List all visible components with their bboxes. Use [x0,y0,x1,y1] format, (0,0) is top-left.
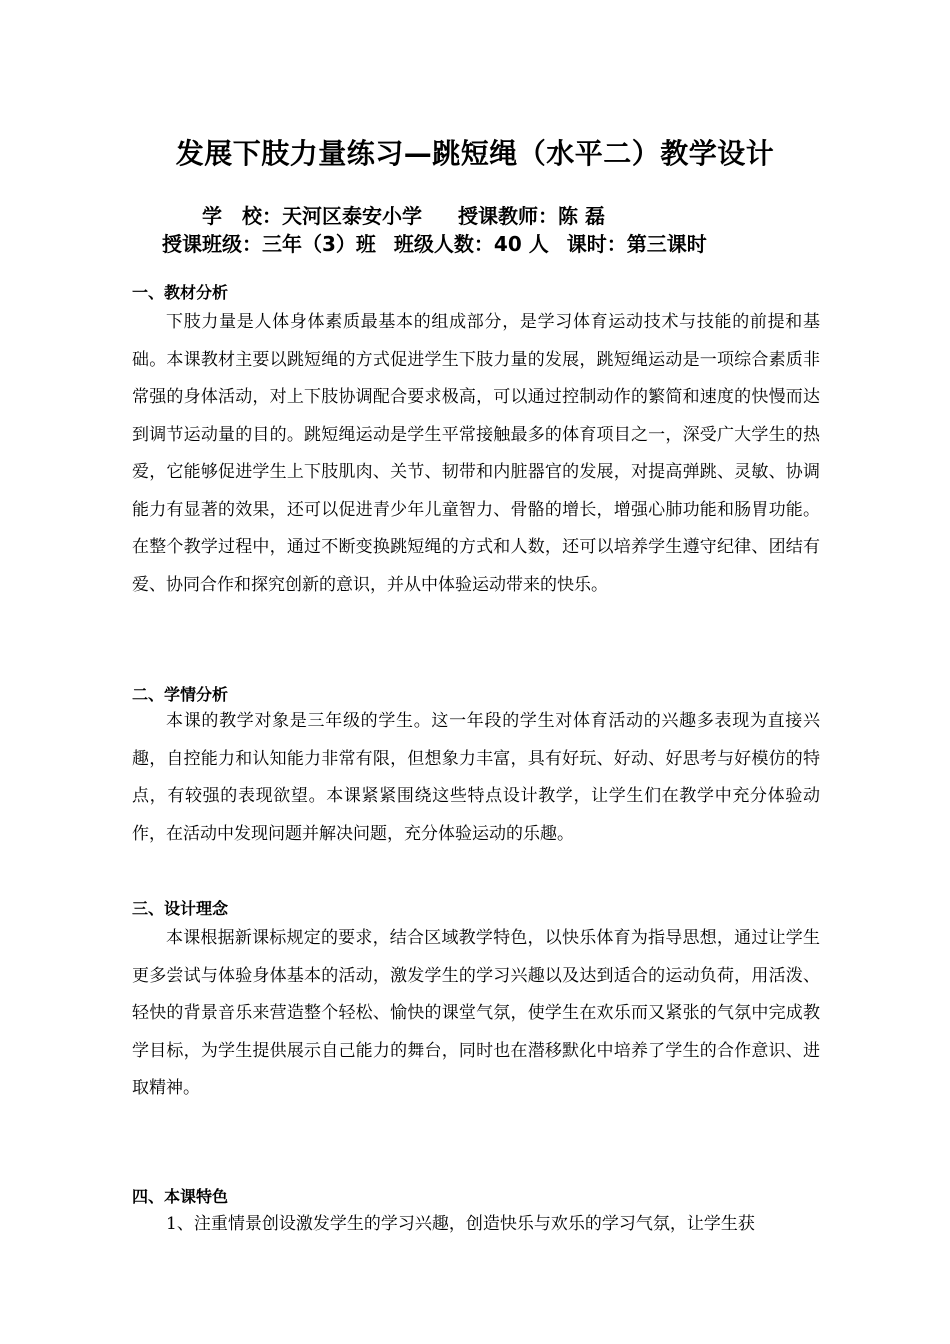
school-label: 学 校： [202,204,282,228]
section-paragraph-design-concept: 本课根据新课标规定的要求，结合区域教学特色，以快乐体育为指导思想，通过让学生更多尝试与体验身体基本的活动，激发学生的学习兴趣以及达到适合的运动负荷，用活泼、轻快的背景音乐来营造整个轻松、愉快的课堂气氛，使学生在欢乐而又紧张的气氛中完成教学目标，为学生提供展示自己能力的舞台，同时也在潜移默化中培养了学生的合作意识、进取精神。 [132,928,820,1098]
count-label: 班级人数： [393,232,494,256]
school-value: 天河区泰安小学 [282,204,422,228]
section-paragraph-lesson-features: 1、注重情景创设激发学生的学习兴趣，创造快乐与欢乐的学习气氛，让学生获 [166,1214,755,1234]
section-heading-design-concept: 三、设计理念 [132,899,229,918]
class-label: 授课班级： [162,232,262,256]
section-paragraph-textbook-analysis: 下肢力量是人体身体素质最基本的组成部分，是学习体育运动技术与技能的前提和基础。本课教材主要以跳短绳的方式促进学生下肢力量的发展，跳短绳运动是一项综合素质非常强的身体活动，对上下肢协调配合要求极高，可以通过控制动作的繁简和速度的快慢而达到调节运动量的目的。跳短绳运动是学生平常接触最多的体育项目之一，深受广大学生的热爱，它能够促进学生上下肢肌肉、关节、韧带和内脏器官的发展，对提高弹跳、灵敏、协调能力有显著的效果，还可以促进青少年儿童智力、骨骼的增长，增强心肺功能和肠胃功能。在整个教学过程中，通过不断变换跳短绳的方式和人数，还可以培养学生遵守纪律、团结有爱、协同合作和探究创新的意识，并从中体验运动带来的快乐。 [132,312,820,595]
teacher-value: 陈 磊 [558,204,605,228]
section-heading-textbook-analysis: 一、教材分析 [132,283,229,302]
section-paragraph-student-analysis: 本课的教学对象是三年级的学生。这一年段的学生对体育活动的兴趣多表现为直接兴趣，自控能力和认知能力非常有限，但想象力丰富，具有好玩、好动、好思考与好模仿的特点，有较强的表现欲望。本课紧紧围绕这些特点设计教学，让学生们在教学中充分体验动作，在活动中发现问题并解决问题，充分体验运动的乐趣。 [132,711,820,844]
section-heading-lesson-features: 四、本课特色 [132,1187,229,1206]
count-value: 40 人 [493,232,549,256]
document-title: 发展下肢力量练习—跳短绳（水平二）教学设计 [175,137,775,170]
meta-line-class-info [162,228,707,257]
period-label: 课时： [566,232,627,256]
meta-line-school-teacher [202,200,605,229]
class-value: 三年（3）班 [262,232,376,256]
period-value: 第三课时 [626,232,707,256]
teacher-label: 授课教师： [458,204,558,228]
section-heading-student-analysis: 二、学情分析 [132,685,229,704]
